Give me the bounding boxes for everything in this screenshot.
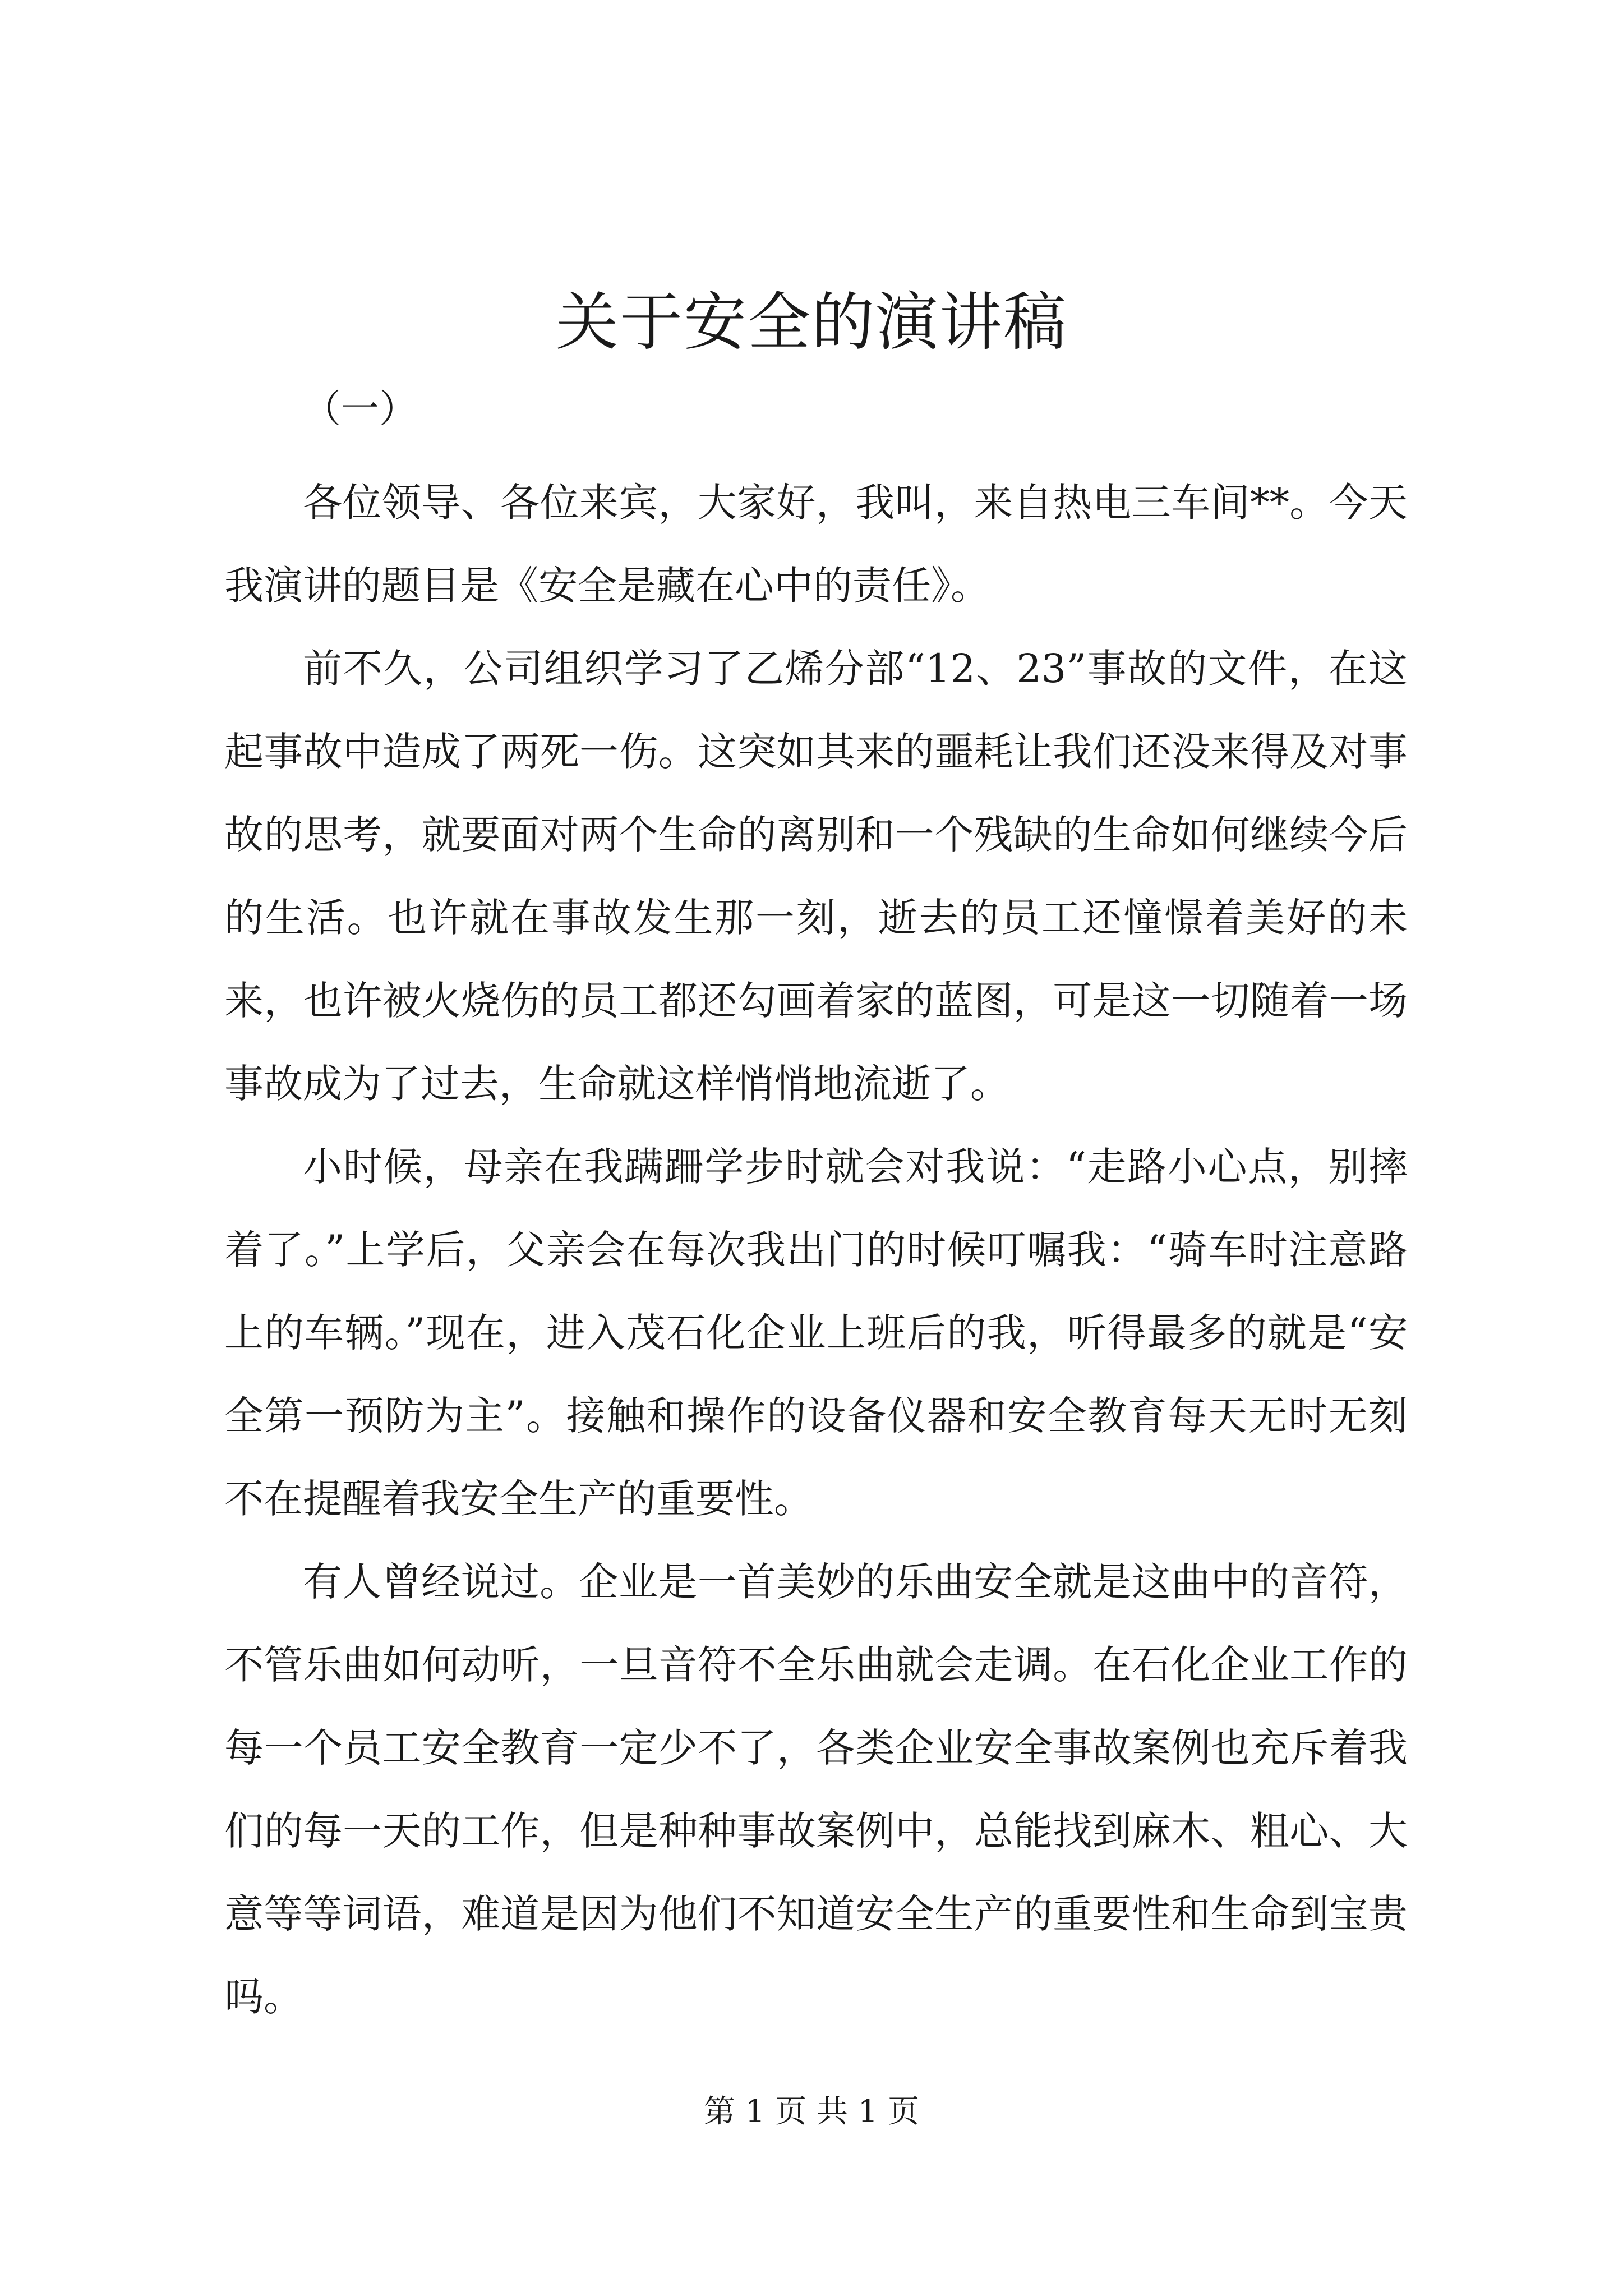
- document-title: 关于安全的演讲稿: [556, 286, 1067, 359]
- paragraph-greeting: 各位领导、各位来宾，大家好，我叫，来自热电三车间**。今天我演讲的题目是《安全是藏在心中的责任》。: [224, 480, 1408, 609]
- section-label: （一）: [303, 387, 418, 431]
- paragraph-music-metaphor: 有人曾经说过。企业是一首美妙的乐曲安全就是这曲中的音符，不管乐曲如何动听，一旦音符不全乐曲就会走调。在石化企业工作的每一个员工安全教育一定少不了，各类企业安全事故案例也充斥着我们的每一天的工作，但是种种事故案例中，总能找到麻木、粗心、大意等等词语，难道是因为他们不知道安全生产的重要性和生命到宝贵吗。: [224, 1559, 1408, 2020]
- paragraph-childhood: 小时候，母亲在我蹒跚学步时就会对我说：“走路小心点，别摔着了。”上学后，父亲会在每次我出门的时候叮嘱我：“骑车时注意路上的车辆。”现在，进入茂石化企业上班后的我，听得最多的就是“安全第一预防为主”。接触和操作的设备仪器和安全教育每天无时无刻不在提醒着我安全生产的重要性。: [224, 1144, 1408, 1522]
- page-footer: 第 1 页 共 1 页: [703, 2093, 920, 2130]
- document-body: [224, 461, 1408, 2039]
- paragraph-accident: 前不久，公司组织学习了乙烯分部“12、23”事故的文件，在这起事故中造成了两死一伤。这突如其来的噩耗让我们还没来得及对事故的思考，就要面对两个生命的离别和一个残缺的生命如何继续今后的生活。也许就在事故发生那一刻，逝去的员工还憧憬着美好的未来，也许被火烧伤的员工都还勾画着家的蓝图，可是这一切随着一场事故成为了过去，生命就这样悄悄地流逝了。: [224, 646, 1408, 1107]
